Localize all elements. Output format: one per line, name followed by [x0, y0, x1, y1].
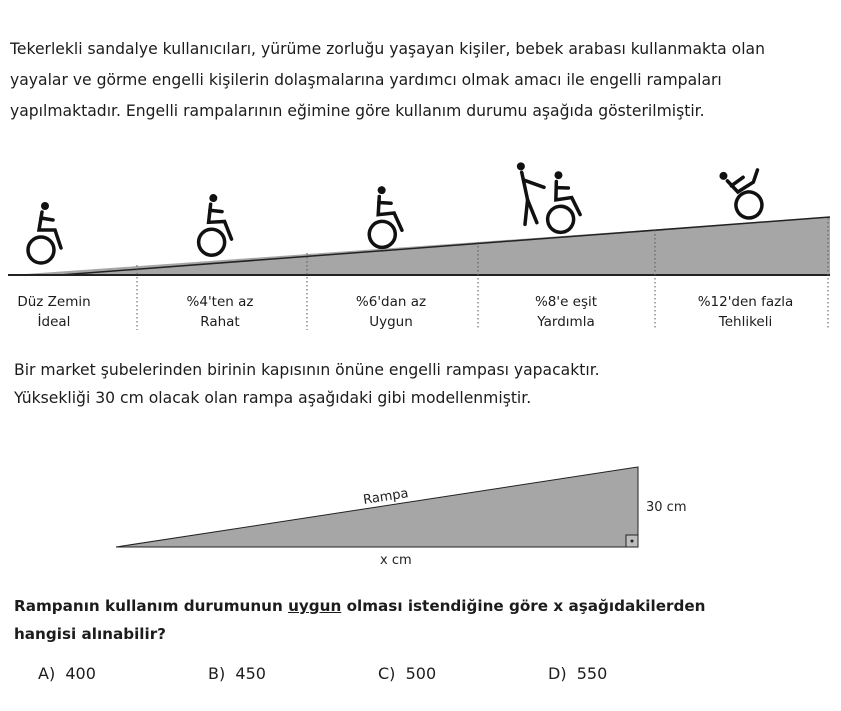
category-flat: Düz Zemin İdeal — [17, 294, 91, 330]
height-label: 30 cm — [646, 500, 687, 515]
intro-line: Tekerlekli sandalye kullanıcıları, yürüme zorluğu yaşayan kişiler, bebek arabası kullanmakta olan — [10, 40, 765, 58]
underlined-word: uygun — [288, 597, 342, 615]
intro-line: yapılmaktadır. Engelli rampalarının eğimine göre kullanım durumu aşağıda gösterilmiştir. — [10, 102, 705, 120]
assisted-wheelchair-icon — [516, 155, 582, 237]
hypotenuse-label: Rampa — [362, 486, 410, 508]
wheelchair-user-icon — [196, 193, 232, 256]
intro-line: yayalar ve görme engelli kişilerin dolaşmalarına yardımcı olmak amacı ile engelli rampaları — [10, 71, 722, 89]
choice-a[interactable]: A) 400 — [38, 664, 96, 683]
right-angle-dot — [631, 540, 634, 543]
wheelchair-user-icon — [28, 202, 61, 263]
choice-c[interactable]: C) 500 — [378, 664, 437, 683]
choice-d[interactable]: D) 550 — [548, 664, 608, 683]
problem-text — [14, 356, 600, 412]
category-equal-8: %8'e eşit Yardımla — [534, 294, 598, 330]
category-under-6: %6'dan az Uygun — [355, 294, 427, 330]
ramp-diagram — [0, 455, 841, 580]
problem-line: Bir market şubelerinden birinin kapısının önüne engelli rampası yapacaktır. — [14, 361, 600, 379]
tipping-wheelchair-icon — [718, 161, 772, 224]
wheelchair-user-icon — [364, 185, 403, 249]
base-label: x cm — [380, 553, 412, 568]
problem-line: Yüksekliği 30 cm olacak olan rampa aşağıdaki gibi modellenmiştir. — [14, 389, 532, 407]
ramp-triangle — [116, 467, 638, 547]
intro-text — [10, 34, 840, 127]
question-text: Rampanın kullanım durumunun uygun olması istendiğine göre x aşağıdakilerden hangisi alınabilir? — [14, 597, 706, 643]
choice-b[interactable]: B) 450 — [208, 664, 266, 683]
category-under-4: %4'ten az Rahat — [186, 294, 254, 330]
category-over-12: %12'den fazla Tehlikeli — [697, 294, 794, 330]
